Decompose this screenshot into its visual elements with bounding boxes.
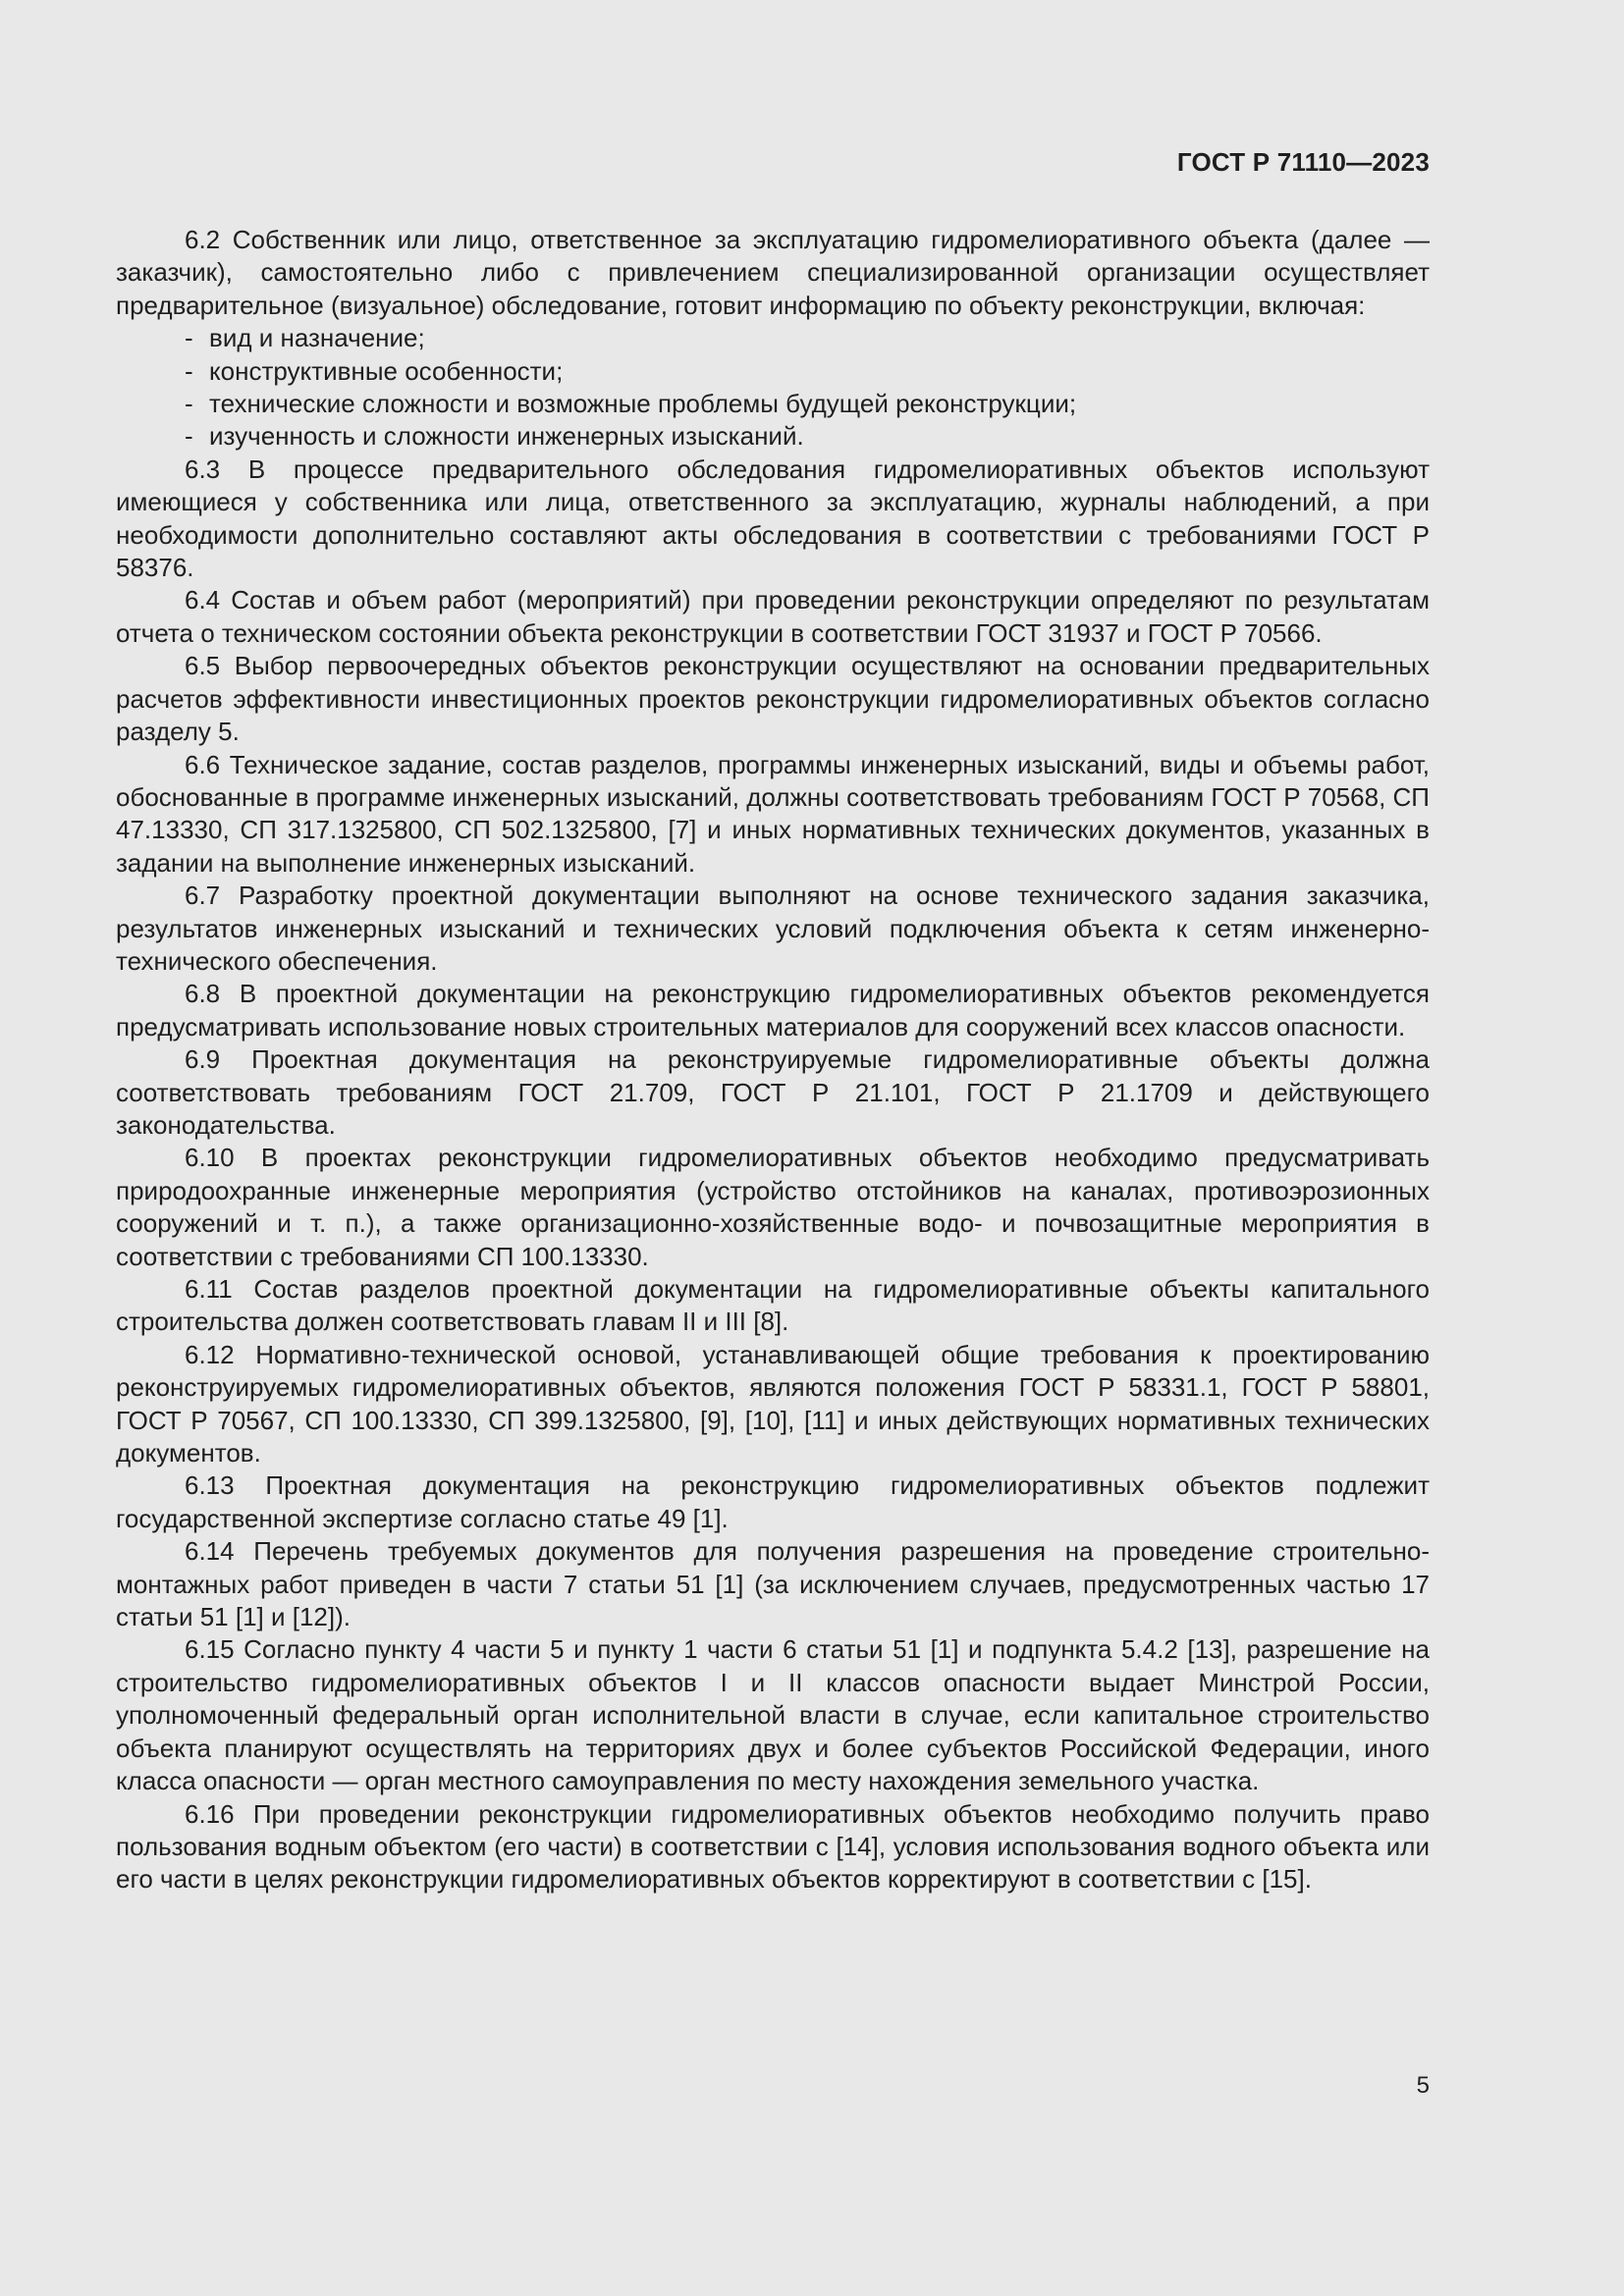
paragraph-6-7: 6.7 Разработку проектной документации выполняют на основе технического задания заказчика, результатов инженерных изысканий и технических условий подключения объекта к сетям инженерно-технического обеспечения.	[116, 881, 1430, 976]
paragraph-6-15: 6.15 Согласно пункту 4 части 5 и пункту 1 части 6 статьи 51 [1] и подпункта 5.4.2 [13], разрешение на строительство гидромелиоративных объектов I и II классов опасности выдает Минстрой России, уполномоченный федеральный орган исполнительной власти в случае, если капитальное строительство объекта планируют осуществлять на территориях двух и более субъектов Российской Федерации, иного класса опасности — орган местного самоуправления по месту нахождения земельного участка.	[116, 1634, 1430, 1796]
paragraph-6-6: 6.6 Техническое задание, состав разделов, программы инженерных изысканий, виды и объемы работ, обоснованные в программе инженерных изысканий, должны соответствовать требованиям ГОСТ Р 70568, СП 47.13330, СП 317.1325800, СП 502.1325800, [7] и иных нормативных технических документов, указанных в задании на выполнение инженерных изысканий.	[116, 749, 1430, 878]
list-item	[116, 355, 1430, 388]
list-item-text: конструктивные особенности;	[209, 355, 564, 386]
paragraph-6-14: 6.14 Перечень требуемых документов для получения разрешения на проведение строительно-монтажных работ приведен в части 7 статьи 51 [1] (за исключением случаев, предусмотренных частью 17 статьи 51 [1] и [12]).	[116, 1536, 1430, 1632]
list-bullet: -	[185, 355, 193, 386]
document-code-header: ГОСТ Р 71110—2023	[1176, 147, 1430, 177]
page-number: 5	[1416, 2072, 1430, 2099]
paragraph-6-5: 6.5 Выбор первоочередных объектов реконструкции осуществляют на основании предварительных расчетов эффективности инвестиционных проектов реконструкции гидромелиоративных объектов согласно разделу 5.	[116, 651, 1430, 747]
list-item	[116, 322, 1430, 354]
document-body	[116, 224, 1430, 1896]
list-item-text: изученность и сложности инженерных изысканий.	[209, 421, 804, 452]
list-item-text: вид и назначение;	[209, 323, 425, 353]
list-item	[116, 420, 1430, 453]
paragraph-6-16: 6.16 При проведении реконструкции гидромелиоративных объектов необходимо получить право пользования водным объектом (его части) в соответствии с [14], условия использования водного объекта или его части в целях реконструкции гидромелиоративных объектов корректируют в соответствии с [15].	[116, 1798, 1430, 1895]
list-item	[116, 388, 1430, 420]
paragraph-6-9: 6.9 Проектная документация на реконструируемые гидромелиоративные объекты должна соответствовать требованиям ГОСТ 21.709, ГОСТ Р 21.101, ГОСТ Р 21.1709 и действующего законодательства.	[116, 1044, 1430, 1140]
paragraph-6-4: 6.4 Состав и объем работ (мероприятий) при проведении реконструкции определяют по результатам отчета о техническом состоянии объекта реконструкции в соответствии ГОСТ 31937 и ГОСТ Р 70566.	[116, 585, 1430, 648]
list-item-text: технические сложности и возможные проблемы будущей реконструкции;	[209, 389, 1077, 419]
paragraph-6-11: 6.11 Состав разделов проектной документации на гидромелиоративные объекты капитального строительства должен соответствовать главам II и III [8].	[116, 1274, 1430, 1337]
list-bullet: -	[185, 389, 193, 419]
paragraph-6-13: 6.13 Проектная документация на реконструкцию гидромелиоративных объектов подлежит государственной экспертизе согласно статье 49 [1].	[116, 1470, 1430, 1533]
list-bullet: -	[185, 421, 193, 452]
list-bullet: -	[185, 323, 193, 353]
paragraph-6-2: 6.2 Собственник или лицо, ответственное за эксплуатацию гидромелиоративного объекта (далее — заказчик), самостоятельно либо с привлечением специализированной организации осуществляет предварительное (визуальное) обследование, готовит информацию по объекту реконструкции, включая:	[116, 225, 1430, 320]
paragraph-6-10: 6.10 В проектах реконструкции гидромелиоративных объектов необходимо предусматривать природоохранные инженерные мероприятия (устройство отстойников на каналах, противоэрозионных сооружений и т. п.), а также организационно-хозяйственные водо- и почвозащитные мероприятия в соответствии с требованиями СП 100.13330.	[116, 1143, 1430, 1271]
paragraph-6-12: 6.12 Нормативно-технической основой, устанавливающей общие требования к проектированию реконструируемых гидромелиоративных объектов, являются положения ГОСТ Р 58331.1, ГОСТ Р 58801, ГОСТ Р 70567, СП 100.13330, СП 399.1325800, [9], [10], [11] и иных действующих нормативных технических документов.	[116, 1339, 1430, 1468]
paragraph-6-8: 6.8 В проектной документации на реконструкцию гидромелиоративных объектов рекомендуется предусматривать использование новых строительных материалов для сооружений всех классов опасности.	[116, 979, 1430, 1041]
paragraph-6-3: 6.3 В процессе предварительного обследования гидромелиоративных объектов используют имеющиеся у собственника или лица, ответственного за эксплуатацию, журналы наблюдений, а при необходимости дополнительно составляют акты обследования в соответствии с требованиями ГОСТ Р 58376.	[116, 454, 1430, 583]
